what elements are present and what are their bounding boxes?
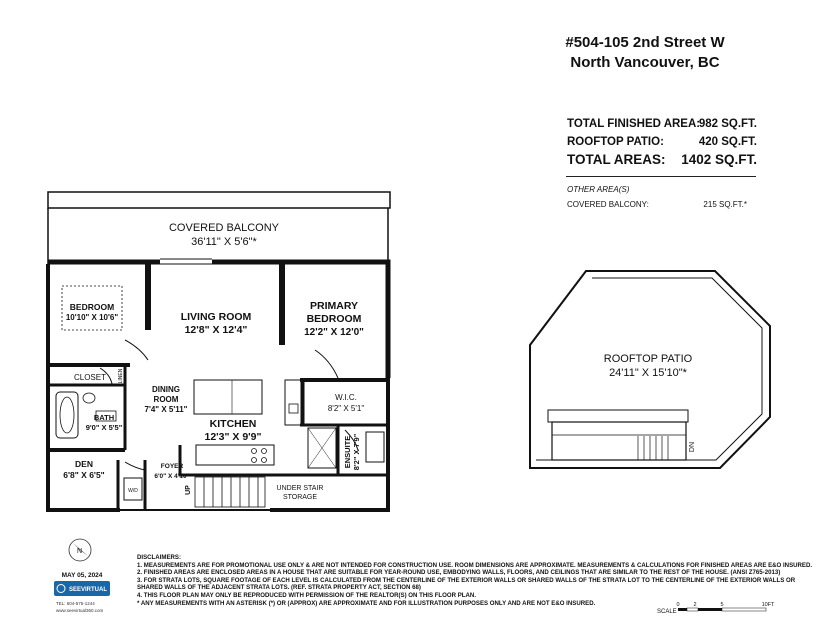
bedroom-dims: 10'10" X 10'6" xyxy=(65,313,119,322)
scale-tick-2: 5 xyxy=(720,602,724,608)
wic-label: W.I.C. xyxy=(335,393,357,402)
patio-stair-structure xyxy=(552,422,686,460)
north-arrow-icon xyxy=(69,539,91,561)
stairs xyxy=(195,477,265,507)
ensuite-dims: 8'2" X 7'9" xyxy=(352,433,361,471)
scale-label: SCALE xyxy=(657,609,677,615)
foyer-label: FOYER xyxy=(160,463,184,470)
foyer-dims: 6'0" X 4'10" xyxy=(154,473,190,480)
washer-dryer-label: W/D xyxy=(128,488,138,494)
kitchen-dims: 12'3" X 9'9" xyxy=(204,431,262,443)
den-label: DEN xyxy=(75,459,93,469)
scale-tick-3: 10FT xyxy=(761,602,775,608)
rooftop-patio-dims: 24'11" X 15'10"* xyxy=(609,367,687,379)
scale-tick-1: 2 xyxy=(693,602,697,608)
closet-label: CLOSET xyxy=(73,373,107,382)
seevirtual-logo xyxy=(54,581,110,596)
balcony-door xyxy=(160,259,212,264)
balcony-area-value: 215 SQ.FT.* xyxy=(703,200,747,209)
stair-down-label: DN xyxy=(689,441,696,453)
plan-date: MAY 05, 2024 xyxy=(61,572,103,579)
primary-bedroom-dims: 12'2" X 12'0" xyxy=(304,327,364,338)
bath-label: BATH xyxy=(93,413,115,422)
disclaimers xyxy=(137,554,813,607)
dining-room-label: DINING xyxy=(152,385,180,394)
kitchen-label: KITCHEN xyxy=(209,418,257,430)
bedroom-label: BEDROOM xyxy=(69,302,115,312)
address-line-1: #504-105 2nd Street W xyxy=(565,34,725,51)
wic-dims: 8'2" X 5'1" xyxy=(327,404,365,413)
living-room-dims: 12'8" X 12'4" xyxy=(184,324,248,336)
bathtub xyxy=(56,392,78,438)
toilet xyxy=(83,393,95,403)
finished-area-label: TOTAL FINISHED AREA: xyxy=(567,118,701,130)
dining-room-label-2: ROOM xyxy=(153,395,179,404)
patio-area-label: ROOFTOP PATIO: xyxy=(567,136,664,148)
disclaimer-line: 4. THIS FLOOR PLAN MAY ONLY BE REPRODUCED WITH PERMISSION OF THE REALTOR(S) ON THIS FLOOR PLAN. xyxy=(137,591,477,599)
ensuite-label: ENSUITE xyxy=(343,435,352,469)
dining-room-dims: 7'4" X 5'11" xyxy=(144,405,188,414)
address-line-2: North Vancouver, BC xyxy=(570,54,720,71)
company-tel: TEL: 604-575-1244 xyxy=(56,601,95,606)
logo-text: SEEVIRTUAL xyxy=(68,587,108,593)
other-areas-heading: OTHER AREA(S) xyxy=(567,185,630,194)
rooftop-patio-label: ROOFTOP PATIO xyxy=(603,353,693,365)
disclaimer-line: 1. MEASUREMENTS ARE FOR PROMOTIONAL USE ONLY & ARE NOT INTENDED FOR CONSTRUCTION USE. ROOM DIMENSIONS ARE APPROXIMATE. MEASUREMENTS & CALCULATIONS FOR FINISHED AREAS ARE E&O INSURED. xyxy=(137,561,813,569)
finished-area-value: 982 SQ.FT. xyxy=(698,118,757,130)
company-website: www.seevirtual360.com xyxy=(56,608,104,613)
patio-rail xyxy=(548,410,688,422)
primary-bedroom-label: PRIMARY xyxy=(309,300,359,312)
stair-up-label: UP xyxy=(185,485,192,495)
patio-area-value: 420 SQ.FT. xyxy=(698,136,757,148)
covered-balcony-label: COVERED BALCONY xyxy=(168,222,280,234)
storage-label: STORAGE xyxy=(282,494,318,501)
den-dims: 6'8" X 6'5" xyxy=(63,470,105,480)
scale-tick-0: 0 xyxy=(676,602,680,608)
disclaimer-line: 2. FINISHED AREAS ARE ENCLOSED AREAS IN A HOUSE THAT ARE SUITABLE FOR YEAR-ROUND USE, EMBODYING WALLS, FLOORS, AND CEILINGS THAT ARE SIMILAR TO THE REST OF THE HOUSE. (ANSI Z765-2013) xyxy=(137,569,781,577)
primary-bedroom-label-2: BEDROOM xyxy=(306,313,362,325)
total-area-value: 1402 SQ.FT. xyxy=(681,152,757,167)
kitchen-counter xyxy=(285,380,301,425)
living-room-label: LIVING ROOM xyxy=(180,311,252,323)
kitchen-island xyxy=(194,380,262,414)
disclaimer-heading: DISCLAIMERS: xyxy=(137,554,182,561)
north-label: N xyxy=(77,548,83,555)
bath-dims: 9'0" X 5'5" xyxy=(85,423,123,432)
under-stair-label: UNDER STAIR xyxy=(276,485,324,492)
disclaimer-line: 3. FOR STRATA LOTS, SQUARE FOOTAGE OF EACH LEVEL IS CALCULATED FROM THE CENTERLINE OF THE EXTERIOR WALLS OR SHARED WALLS OF THE STRATA LOT TO THE CENTERLINE OF THE EXTERIOR WALLS OR xyxy=(137,576,796,584)
linen-label: LINEN xyxy=(118,368,124,384)
disclaimer-line: SHARED WALLS OF THE ADJACENT STRATA LOTS. (REF. STRATA PROPERTY ACT, SECTION 68) xyxy=(137,584,421,592)
total-area-label: TOTAL AREAS: xyxy=(567,152,666,167)
balcony-roof-edge xyxy=(48,192,390,208)
covered-balcony-dims: 36'11" X 5'6"* xyxy=(191,236,257,248)
balcony-area-label: COVERED BALCONY: xyxy=(567,200,649,209)
disclaimer-line: * ANY MEASUREMENTS WITH AN ASTERISK (*) OR (APPROX) ARE APPROXIMATE AND FOR ILLUSTRATION PURPOSES ONLY AND ARE NOT E&O INSURED. xyxy=(137,599,596,607)
